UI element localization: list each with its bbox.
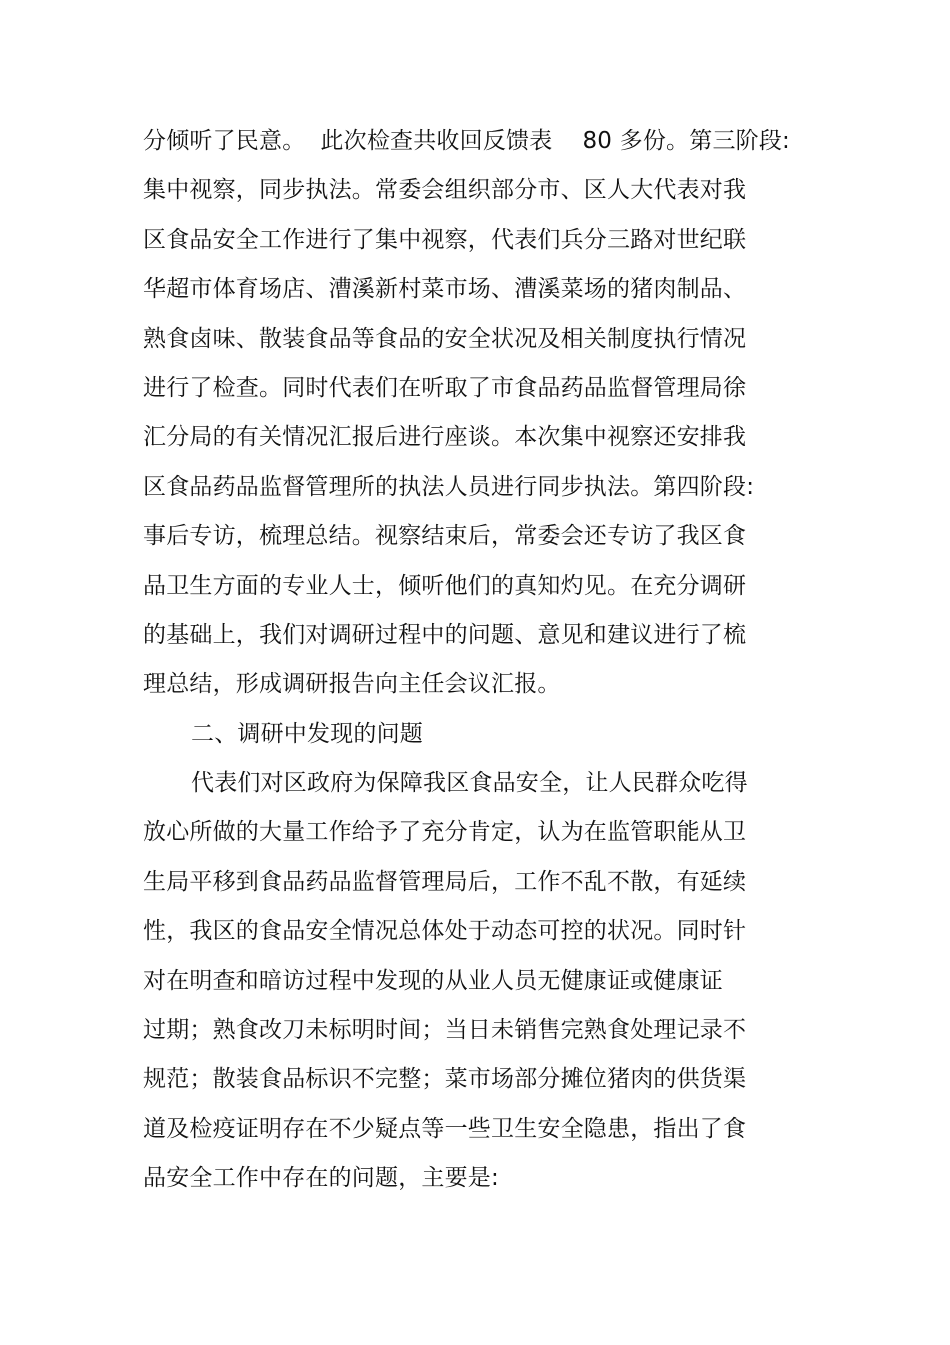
text-line: 进行了检查。同时代表们在听取了市食品药品监督管理局徐: [143, 374, 747, 401]
text-line: 道及检疫证明存在不少疑点等一些卫生安全隐患，指出了食: [143, 1115, 747, 1142]
text-line: 事后专访，梳理总结。视察结束后，常委会还专访了我区食: [143, 523, 747, 550]
text-line: 理总结，形成调研报告向主任会议汇报。: [143, 671, 561, 698]
text-line: 分倾听了民意。 此次检查共收回反馈表 80 多份。第三阶段:: [143, 128, 790, 154]
text-line: 性，我区的食品安全情况总体处于动态可控的状况。同时针: [143, 918, 747, 945]
text-line: 区食品安全工作进行了集中视察，代表们兵分三路对世纪联: [143, 226, 747, 253]
text-line: 熟食卤味、散装食品等食品的安全状况及相关制度执行情况: [143, 325, 747, 352]
text-line: 集中视察，同步执法。常委会组织部分市、区人大代表对我: [143, 177, 747, 204]
section-heading: 二、调研中发现的问题: [191, 720, 423, 747]
text-line: 生局平移到食品药品监督管理局后，工作不乱不散，有延续: [143, 868, 747, 895]
text-line: 品安全工作中存在的问题，主要是:: [143, 1165, 499, 1192]
body-text: [143, 117, 803, 1204]
text-line: 对在明查和暗访过程中发现的从业人员无健康证或健康证: [143, 967, 723, 994]
text-line: 品卫生方面的专业人士，倾听他们的真知灼见。在充分调研: [143, 572, 747, 599]
text-line: 的基础上，我们对调研过程中的问题、意见和建议进行了梳: [143, 621, 747, 648]
text-line: 规范；散装食品标识不完整；菜市场部分摊位猪肉的供货渠: [143, 1066, 747, 1093]
text-line: 放心所做的大量工作给予了充分肯定，认为在监管职能从卫: [143, 819, 747, 846]
text-line: 区食品药品监督管理所的执法人员进行同步执法。第四阶段:: [143, 473, 755, 500]
text-line: 汇分局的有关情况汇报后进行座谈。本次集中视察还安排我: [143, 424, 747, 451]
text-line: 代表们对区政府为保障我区食品安全，让人民群众吃得: [191, 770, 748, 797]
text-line: 华超市体育场店、漕溪新村菜市场、漕溪菜场的猪肉制品、: [143, 276, 747, 303]
text-line: 过期；熟食改刀未标明时间；当日未销售完熟食处理记录不: [143, 1017, 747, 1044]
